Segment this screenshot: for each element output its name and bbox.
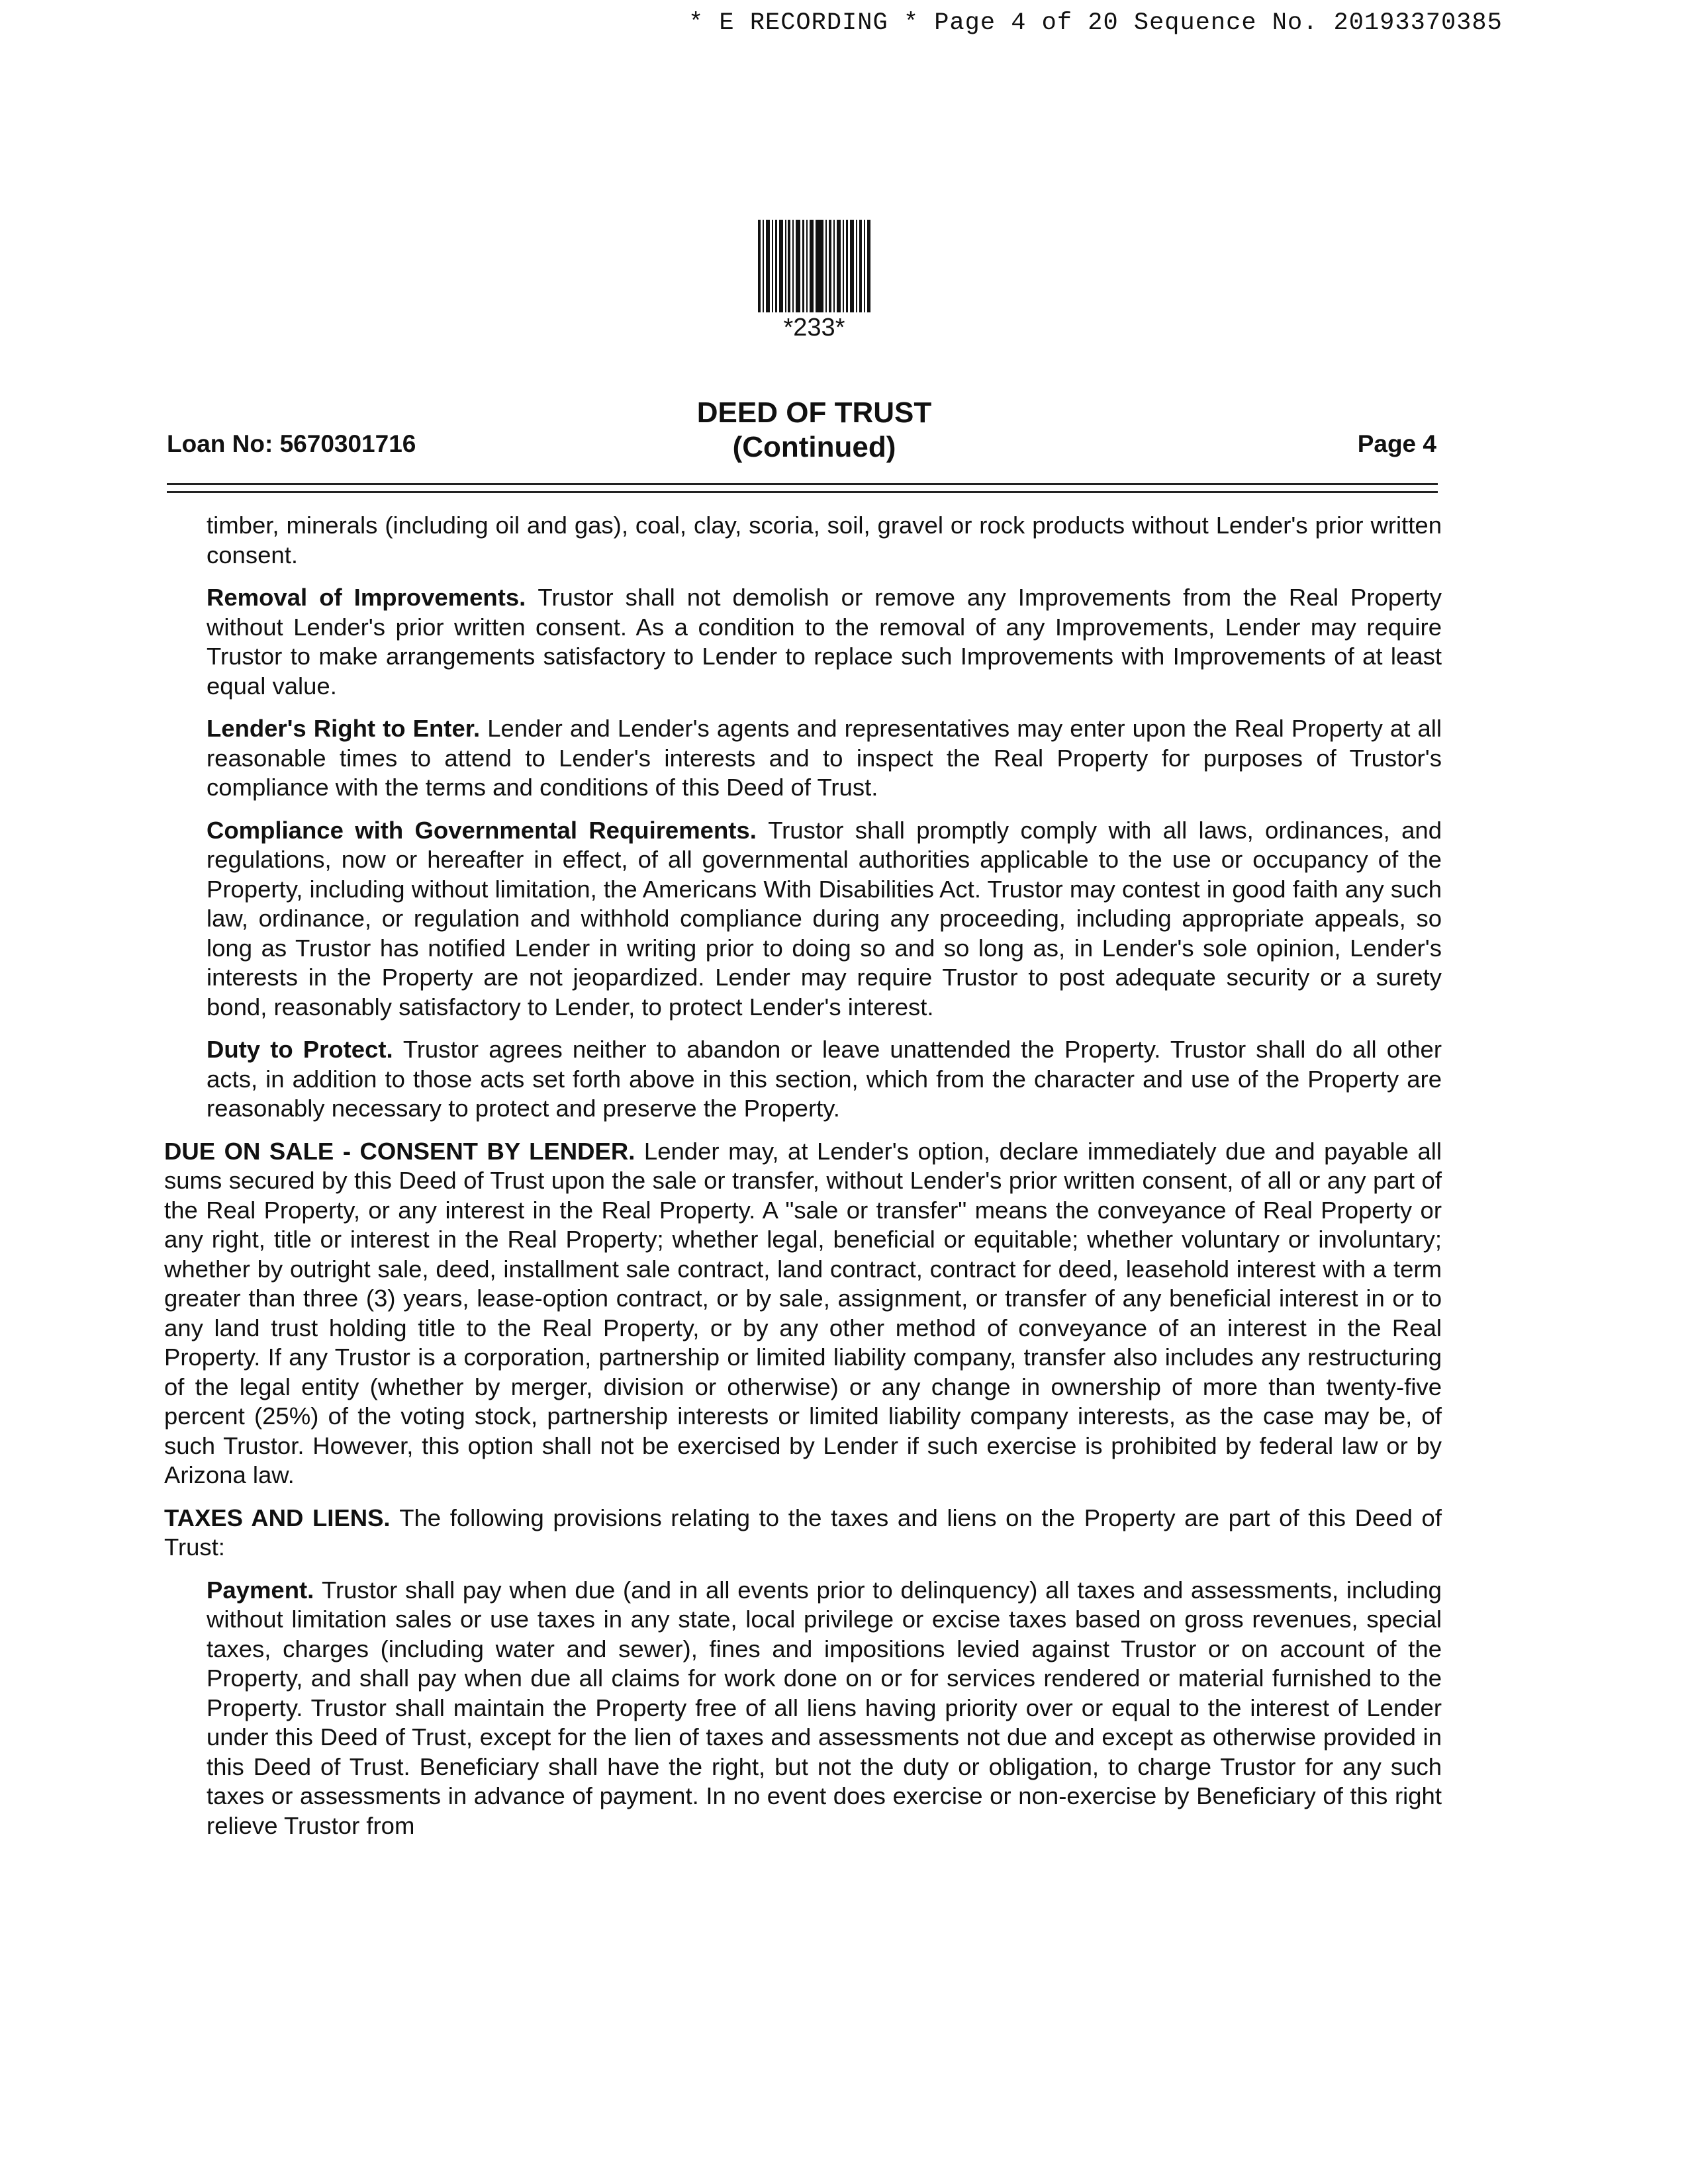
barcode-icon <box>758 220 870 312</box>
paragraph-heading: Lender's Right to Enter. <box>207 715 488 742</box>
document-body <box>164 511 1442 1854</box>
paragraph-heading: Duty to Protect. <box>207 1036 403 1063</box>
paragraph-heading: Removal of Improvements. <box>207 584 538 611</box>
paragraph-text: Trustor shall not demolish or remove any Improvements from the Real Property without Lender's prior written consent. As a condition to the removal of any Improvements, Lender may require Trustor to make arrangements satisfactory to Lender to replace such Improvements with Improvements of at least equal value. <box>207 584 1442 700</box>
paragraph-taxes-and-liens <box>164 1504 1442 1563</box>
page-label: Page 4 <box>1357 430 1436 457</box>
document-title-block <box>662 396 966 465</box>
paragraph-duty-to-protect <box>207 1035 1442 1124</box>
paragraph-compliance-governmental <box>207 816 1442 1023</box>
barcode-text: *233* <box>783 314 845 341</box>
paragraph-payment <box>207 1576 1442 1841</box>
paragraph-text: Lender may, at Lender's option, declare immediately due and payable all sums secured by this Deed of Trust upon the sale or transfer, without Lender's prior written consent, of all or any part of the Real Property, or any interest in the Real Property. A "sale or transfer" means the conveyance of Real Property or any right, title or interest in the Real Property; whether legal, beneficial or equitable; whether voluntary or involuntary; whether by outright sale, deed, installment sale contract, land contract, contract for deed, leasehold interest with a term greater than three (3) years, lease-option contract, or by sale, assignment, or transfer of any beneficial interest in or to any land trust holding title to the Real Property, or by any other method of conveyance of an interest in the Real Property. If any Trustor is a corporation, partnership or limited liability company, transfer also includes any restructuring of the legal entity (whether by merger, division or otherwise) or any change in ownership of more than twenty-five percent (25%) of the voting stock, partnership interests or limited liability company interests, as the case may be, of such Trustor. However, this option shall not be exercised by Lender if such exercise is prohibited by federal law or by Arizona law. <box>164 1137 1442 1488</box>
paragraph-text: Lender and Lender's agents and representatives may enter upon the Real Property at all reasonable times to attend to Lender's interests and to inspect the Real Property for purposes of Trustor's compliance with the terms and conditions of this Deed of Trust. <box>207 715 1442 801</box>
paragraph-heading: TAXES AND LIENS. <box>164 1504 400 1531</box>
paragraph-timber-continued <box>207 511 1442 570</box>
paragraph-lenders-right-to-enter <box>207 714 1442 803</box>
recording-header: * E RECORDING * Page 4 of 20 Sequence No. 20193370385 <box>688 9 1503 37</box>
paragraph-text: The following provisions relating to the taxes and liens on the Property are part of this Deed of Trust: <box>164 1504 1442 1561</box>
paragraph-due-on-sale <box>164 1137 1442 1490</box>
header-rule-top <box>167 483 1438 485</box>
paragraph-heading: Payment. <box>207 1576 322 1604</box>
paragraph-heading: DUE ON SALE - CONSENT BY LENDER. <box>164 1137 644 1165</box>
paragraph-removal-of-improvements <box>207 583 1442 701</box>
paragraph-text: Trustor shall promptly comply with all laws, ordinances, and regulations, now or hereafter in effect, of all governmental authorities applicable to the use or occupancy of the Property, including without limitation, the Americans With Disabilities Act. Trustor may contest in good faith any such law, ordinance, or regulation and withhold compliance during any proceeding, including appropriate appeals, so long as Trustor has notified Lender in writing prior to doing so and so long as, in Lender's sole opinion, Lender's interests in the Property are not jeopardized. Lender may require Trustor to post adequate security or a surety bond, reasonably satisfactory to Lender, to protect Lender's interest. <box>207 816 1442 1021</box>
document-title: DEED OF TRUST <box>696 396 932 429</box>
paragraph-text: Trustor agrees neither to abandon or leave unattended the Property. Trustor shall do all other acts, in addition to those acts set forth above in this section, which from the character and use of the Property are reasonably necessary to protect and preserve the Property. <box>207 1036 1442 1122</box>
loan-number: Loan No: 5670301716 <box>167 430 416 457</box>
document-subtitle: (Continued) <box>732 431 896 463</box>
paragraph-text: timber, minerals (including oil and gas), coal, clay, scoria, soil, gravel or rock products without Lender's prior written consent. <box>207 512 1442 569</box>
paragraph-heading: Compliance with Governmental Requirements. <box>207 816 769 844</box>
paragraph-text: Trustor shall pay when due (and in all events prior to delinquency) all taxes and assessments, including without limitation sales or use taxes in any state, local privilege or excise taxes based on gross revenues, special taxes, charges (including water and sewer), fines and impositions levied against Trustor or on account of the Property, and shall pay when due all claims for work done on or for services rendered or material furnished to the Property. Trustor shall maintain the Property free of all liens having priority over or equal to the interest of Lender under this Deed of Trust, except for the lien of taxes and assessments not due and except as otherwise provided in this Deed of Trust. Beneficiary shall have the right, but not the duty or obligation, to charge Trustor for any such taxes or assessments in advance of payment. In no event does exercise or non-exercise by Beneficiary of this right relieve Trustor from <box>207 1576 1442 1839</box>
header-rule-bottom <box>167 491 1438 493</box>
barcode <box>755 220 874 342</box>
